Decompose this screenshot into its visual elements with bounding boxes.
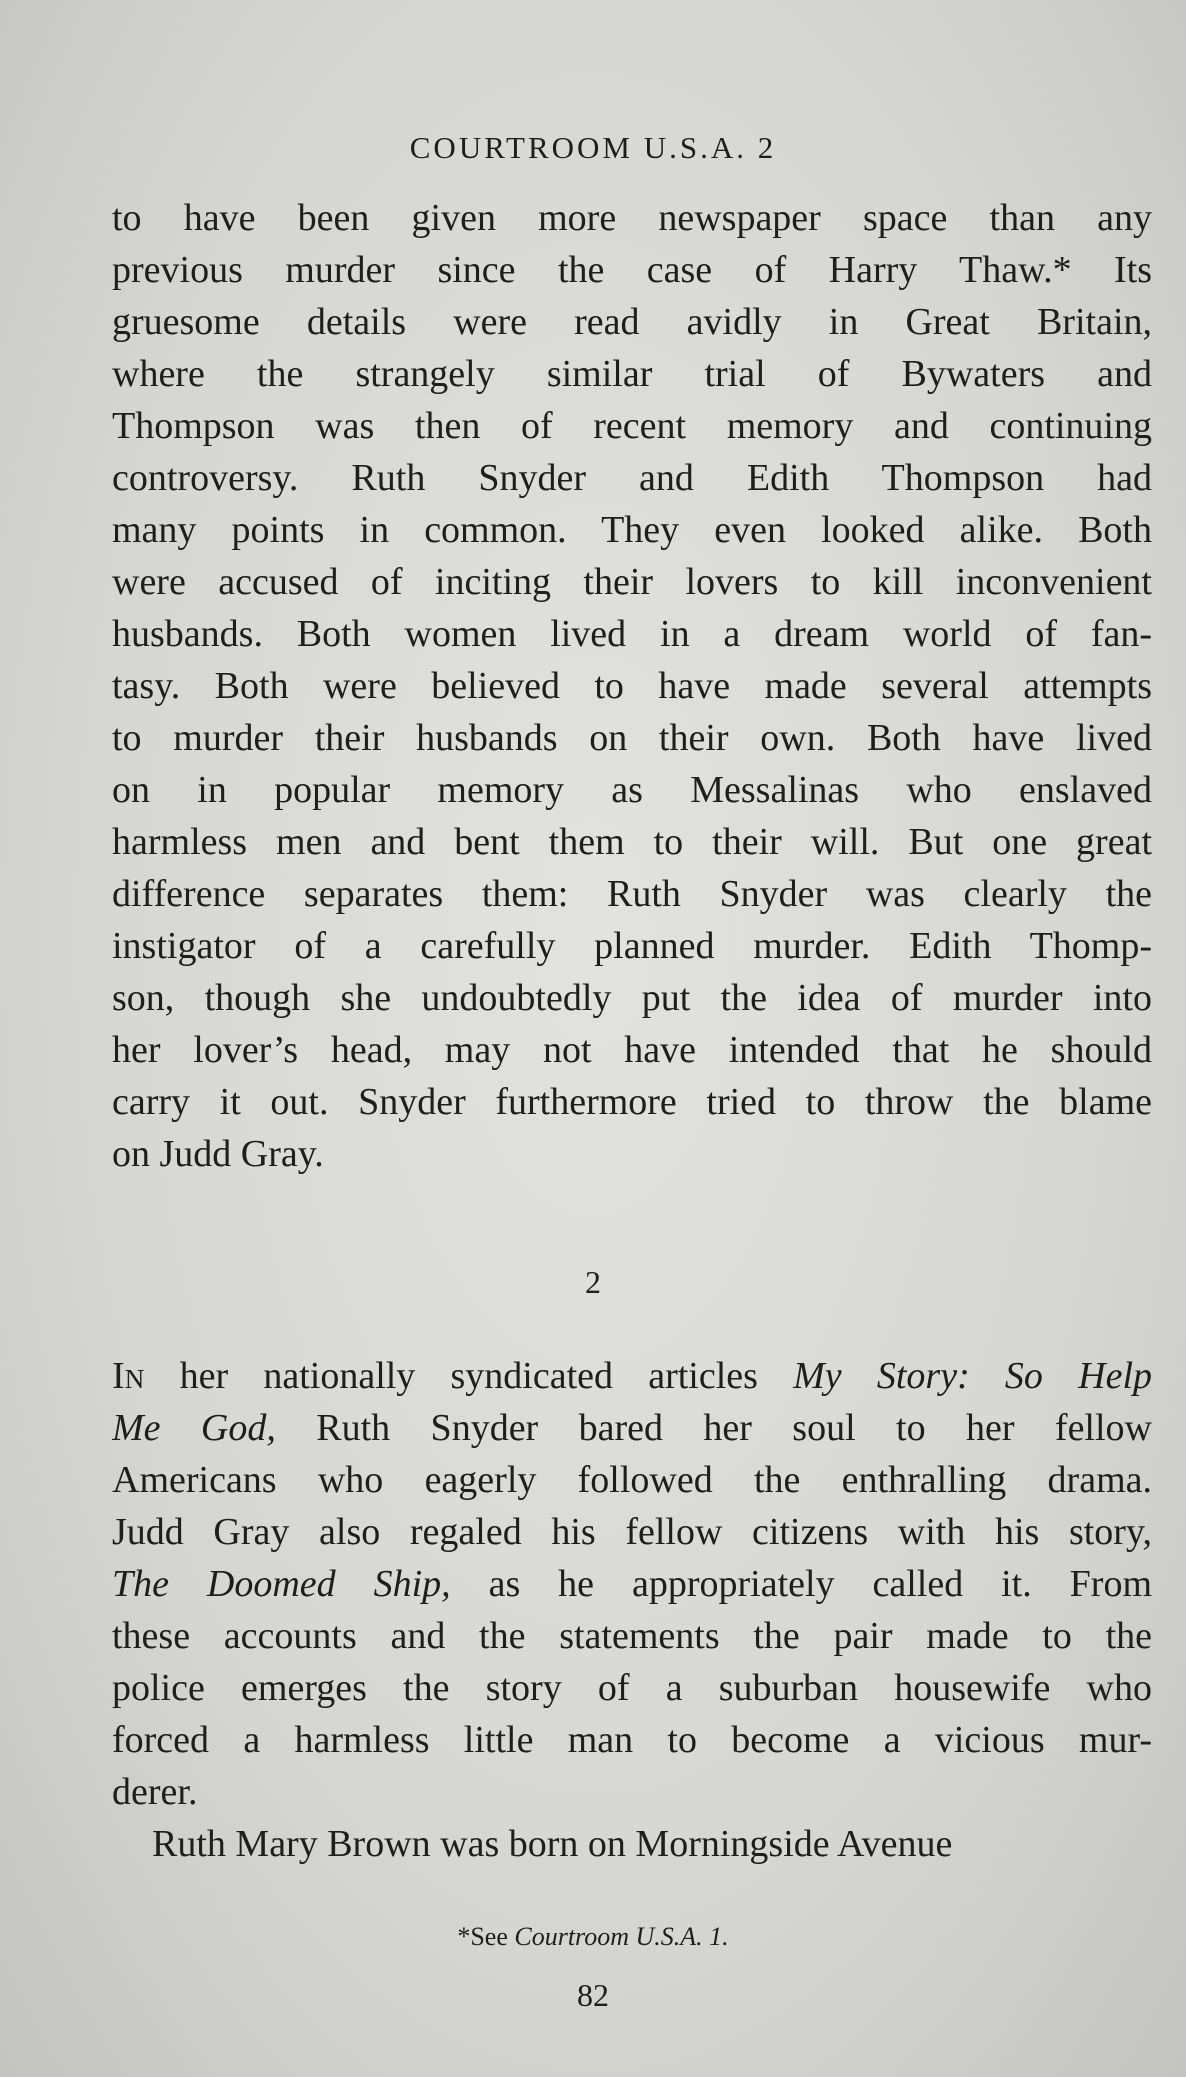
text-segment: on Judd Gray. [112, 1133, 324, 1175]
text-line [112, 556, 1152, 608]
text-segment: carry it out. Snyder furthermore tried to throw the blame [112, 1081, 1152, 1123]
text-line [112, 868, 1152, 920]
text-line [112, 1662, 1152, 1714]
section-number: 2 [585, 1264, 601, 1300]
text-segment: gruesome details were read avidly in Great Britain, [112, 301, 1152, 343]
text-line [112, 296, 1152, 348]
text-line [112, 348, 1152, 400]
text-line [112, 1766, 1152, 1818]
text-segment: on in popular memory as Messalinas who enslaved [112, 769, 1152, 811]
text-line [112, 1506, 1152, 1558]
footnote [0, 1920, 1186, 1954]
text-segment: her nationally syndicated articles [144, 1355, 794, 1397]
text-line [112, 1818, 1152, 1870]
text-segment: instigator of a carefully planned murder. Edith Thomp- [112, 925, 1152, 967]
text-segment: as he appropriately called it. From [450, 1563, 1152, 1605]
text-segment: were accused of inciting their lovers to kill inconvenient [112, 561, 1152, 603]
text-segment: forced a harmless little man to become a vicious mur- [112, 1719, 1152, 1761]
text-segment: these accounts and the statements the pair made to the [112, 1615, 1152, 1657]
text-segment: where the strangely similar trial of Bywaters and [112, 353, 1152, 395]
text-segment: harmless men and bent them to their will. But one great [112, 821, 1152, 863]
text-segment: police emerges the story of a suburban housewife who [112, 1667, 1152, 1709]
paragraph-3 [112, 1818, 1152, 1870]
text-segment: tasy. Both were believed to have made several attempts [112, 665, 1152, 707]
text-segment: husbands. Both women lived in a dream world of fan- [112, 613, 1152, 655]
text-line [112, 712, 1152, 764]
text-segment: Thompson was then of recent memory and continuing [112, 405, 1152, 447]
text-segment: derer. [112, 1771, 198, 1813]
text-segment: son, though she undoubtedly put the idea of murder into [112, 977, 1152, 1019]
text-segment: Me God, [112, 1407, 276, 1449]
text-segment: difference separates them: Ruth Snyder was clearly the [112, 873, 1152, 915]
text-segment: her lover’s head, may not have intended that he should [112, 1029, 1152, 1071]
text-line [112, 1076, 1152, 1128]
text-line [112, 1128, 1152, 1180]
text-line [112, 764, 1152, 816]
text-line [112, 244, 1152, 296]
text-line [112, 1610, 1152, 1662]
footnote-prefix: *See [457, 1922, 515, 1951]
paragraph-2 [112, 1350, 1152, 1818]
text-line [112, 1558, 1152, 1610]
text-segment: many points in common. They even looked alike. Both [112, 509, 1152, 551]
footnote-title: Courtroom U.S.A. 1. [514, 1922, 729, 1951]
text-line [112, 400, 1152, 452]
text-segment: to have been given more newspaper space than any [112, 197, 1152, 239]
page-number: 82 [577, 1977, 609, 2013]
running-header: COURTROOM U.S.A. 2 [409, 130, 777, 165]
text-segment: Ruth Mary Brown was born on Morningside Avenue [152, 1823, 953, 1865]
text-segment: My Story: So Help [793, 1355, 1152, 1397]
text-segment: controversy. Ruth Snyder and Edith Thompson had [112, 457, 1152, 499]
text-segment: N [124, 1364, 145, 1394]
text-line [112, 452, 1152, 504]
text-line [112, 608, 1152, 660]
text-segment: Ruth Snyder bared her soul to her fellow [275, 1407, 1152, 1449]
text-segment: The Doomed Ship, [112, 1563, 451, 1605]
text-line [112, 1454, 1152, 1506]
text-segment: Judd Gray also regaled his fellow citizens with his story, [112, 1511, 1152, 1553]
text-line [112, 1402, 1152, 1454]
text-line [112, 920, 1152, 972]
paragraph-1 [112, 192, 1152, 1180]
text-segment: previous murder since the case of Harry Thaw.* Its [112, 249, 1152, 291]
text-line [112, 972, 1152, 1024]
text-segment: to murder their husbands on their own. Both have lived [112, 717, 1152, 759]
text-line [112, 660, 1152, 712]
text-line [112, 1714, 1152, 1766]
text-line [112, 1024, 1152, 1076]
text-line [112, 504, 1152, 556]
text-segment: I [112, 1355, 125, 1397]
text-segment: Americans who eagerly followed the enthralling drama. [112, 1459, 1152, 1501]
text-line [112, 816, 1152, 868]
text-line [112, 192, 1152, 244]
text-line [112, 1350, 1152, 1402]
